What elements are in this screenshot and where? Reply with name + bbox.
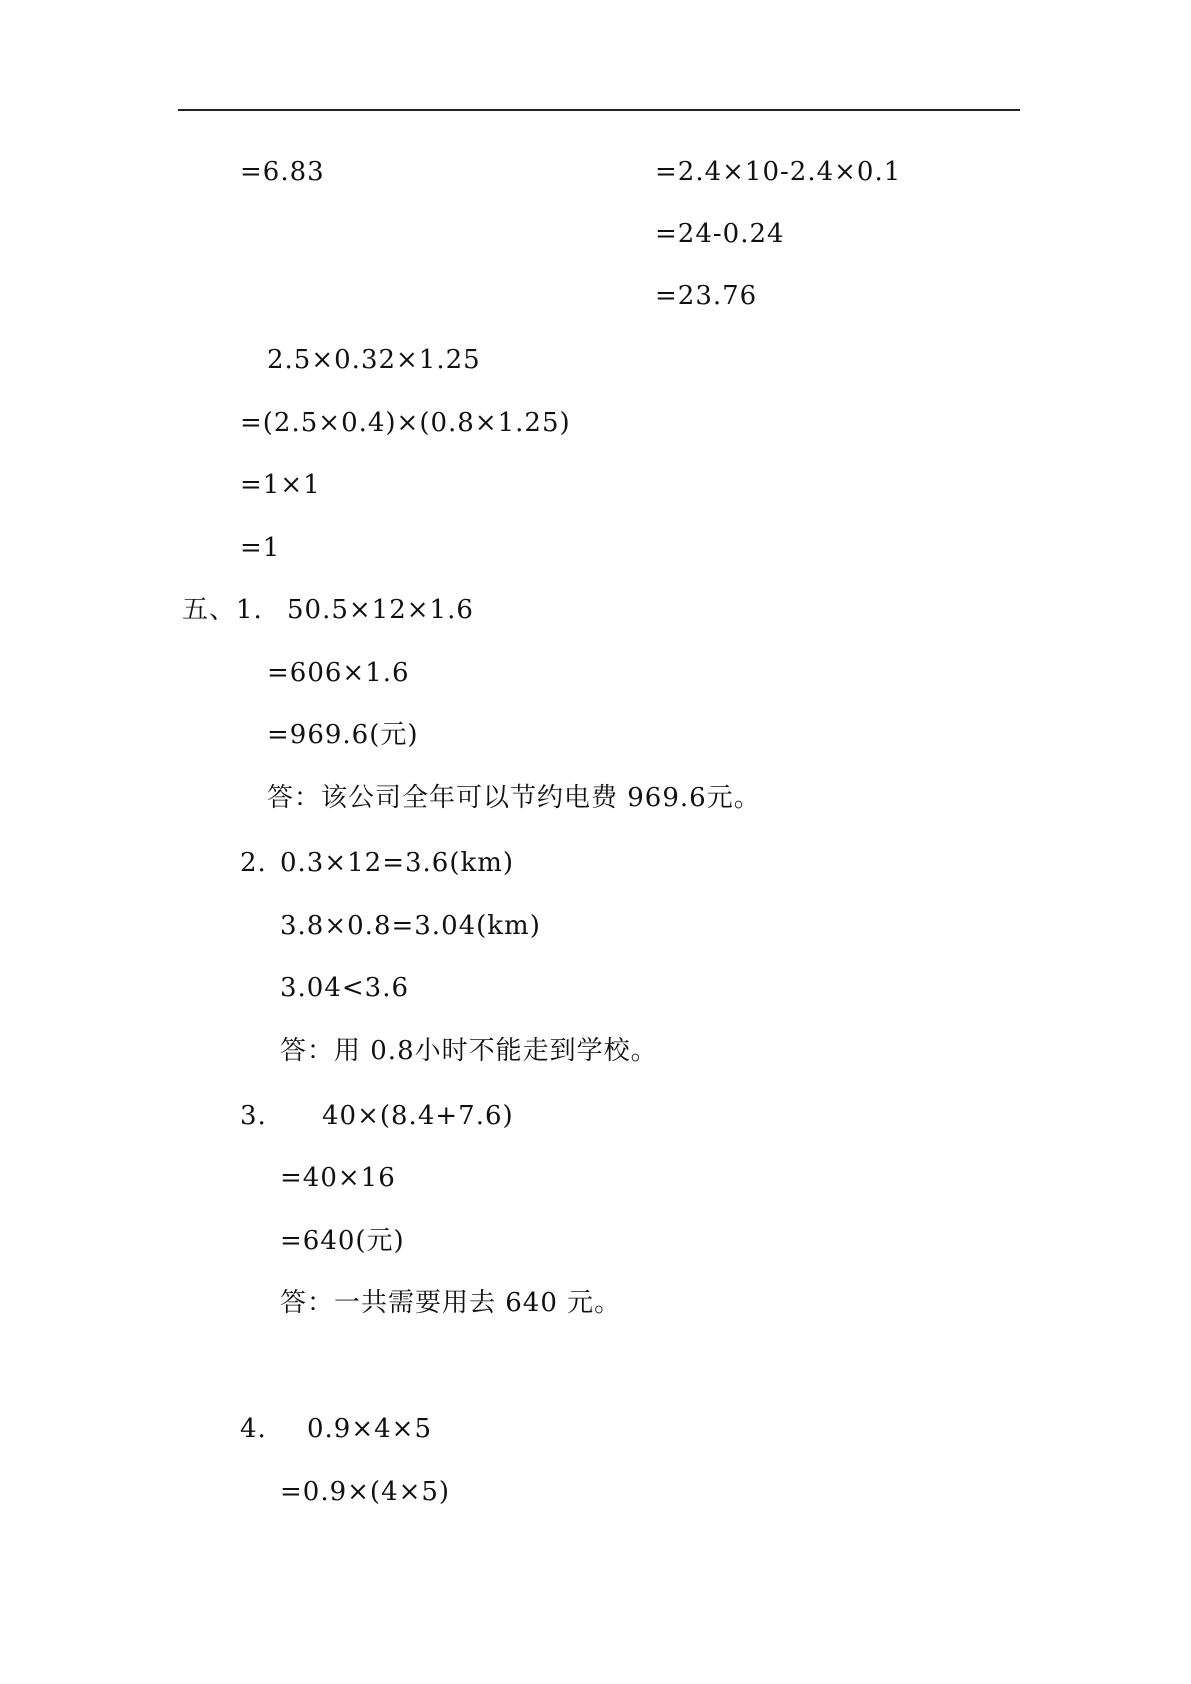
text-line: 0.9×4×5 (307, 1414, 433, 1444)
text-line: =2.4×10-2.4×0.1 (655, 157, 902, 187)
text-line: 3.8×0.8=3.04(km) (280, 911, 541, 941)
text-line: =1×1 (240, 470, 321, 500)
text-line: =1 (240, 533, 281, 563)
text-line: =6.83 (240, 157, 325, 187)
text-line: =0.9×(4×5) (280, 1477, 451, 1507)
question-number: 2. (240, 848, 267, 878)
answer-line: 答：一共需要用去 640 元。 (280, 1288, 622, 1318)
text-line: 2.5×0.32×1.25 (267, 345, 481, 375)
text-line: 50.5×12×1.6 (287, 595, 474, 625)
header-rule (178, 109, 1020, 111)
section-heading: 五、1. (182, 595, 263, 625)
answer-line: 答：该公司全年可以节约电费 969.6元。 (267, 783, 761, 813)
question-number: 4. (240, 1414, 267, 1444)
question-number: 3. (240, 1101, 267, 1131)
text-line: =606×1.6 (267, 658, 410, 688)
text-line: =640(元) (280, 1226, 405, 1256)
text-line: 0.3×12=3.6(km) (280, 848, 515, 878)
answer-line: 答：用 0.8小时不能走到学校。 (280, 1036, 658, 1066)
text-line: =40×16 (280, 1163, 396, 1193)
text-line: =23.76 (655, 281, 758, 311)
text-line: =24-0.24 (655, 219, 785, 249)
text-line: 40×(8.4+7.6) (322, 1101, 514, 1131)
text-line: =969.6(元) (267, 720, 419, 750)
text-line: =(2.5×0.4)×(0.8×1.25) (240, 408, 571, 438)
text-line: 3.04<3.6 (280, 973, 410, 1003)
